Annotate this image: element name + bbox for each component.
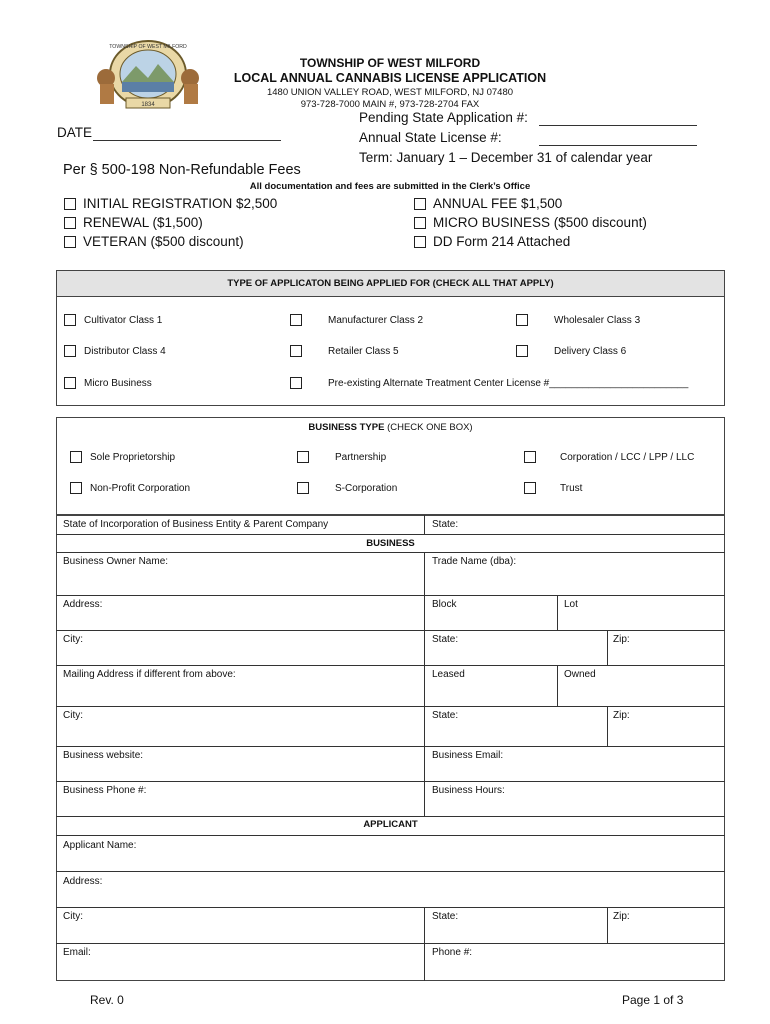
checkbox[interactable] [64,198,76,210]
checkbox[interactable] [64,314,76,326]
mailing-city-label: City: [63,710,83,721]
fee-annual[interactable]: ANNUAL FEE $1,500 [414,196,562,211]
business-type-heading: BUSINESS TYPE (CHECK ONE BOX) [308,422,473,433]
bt-partnership[interactable]: Partnership [297,451,386,463]
incorporation-state-label: State: [432,519,459,530]
applicant-city-label: City: [63,911,83,922]
header-phones: 973-728-7000 MAIN #, 973-728-2704 FAX [300,99,480,110]
business-phone-label: Business Phone #: [63,785,147,796]
lot-label: Lot [564,599,578,610]
mailing-address-label: Mailing Address if different from above: [63,669,236,680]
fee-veteran[interactable]: VETERAN ($500 discount) [64,234,244,249]
mailing-zip-label: Zip: [613,710,630,721]
business-heading: BUSINESS [366,538,415,549]
header-subtitle: LOCAL ANNUAL CANNABIS LICENSE APPLICATION [233,71,547,85]
annual-license-field[interactable] [539,145,697,146]
business-owner-label: Business Owner Name: [63,556,169,567]
checkbox[interactable] [290,314,302,326]
checkbox[interactable] [290,377,302,389]
bt-trust[interactable]: Trust [524,482,582,494]
checkbox[interactable] [414,198,426,210]
checkbox[interactable] [524,451,536,463]
seal-year: 1834 [141,102,155,108]
leased-label: Leased [432,669,465,680]
bt-corporation[interactable]: Corporation / LCC / LPP / LLC [524,451,694,463]
header-address: 1480 UNION VALLEY ROAD, WEST MILFORD, NJ 07480 [266,87,514,98]
pending-state-field[interactable] [539,125,697,126]
annual-license-label: Annual State License #: [359,130,502,145]
checkbox[interactable] [70,482,82,494]
mailing-state-label: State: [432,710,459,721]
business-address-label: Address: [63,599,103,610]
option-manufacturer[interactable]: Manufacturer Class 2 [290,314,423,326]
checkbox[interactable] [516,345,528,357]
applicant-heading: APPLICANT [363,819,418,830]
option-pre-existing-atc[interactable]: Pre-existing Alternate Treatment Center License #_________________________ [290,377,688,389]
checkbox[interactable] [290,345,302,357]
checkbox[interactable] [297,482,309,494]
business-state-label: State: [432,634,459,645]
township-seal [92,38,204,110]
business-email-label: Business Email: [432,750,504,761]
checkbox[interactable] [414,236,426,248]
business-city-label: City: [63,634,83,645]
business-website-label: Business website: [63,750,144,761]
bt-non-profit[interactable]: Non-Profit Corporation [70,482,190,494]
option-micro-business[interactable]: Micro Business [64,377,152,389]
option-delivery[interactable]: Delivery Class 6 [516,345,626,357]
seal-arc-text: TOWNSHIP OF WEST MILFORD [109,44,187,50]
checkbox[interactable] [64,236,76,248]
pending-state-label: Pending State Application #: [359,110,528,125]
fees-heading: Per § 500-198 Non-Refundable Fees [63,162,301,178]
applicant-phone-label: Phone #: [432,947,473,958]
applicant-state-label: State: [432,911,459,922]
fee-dd-form-214[interactable]: DD Form 214 Attached [414,234,570,249]
checkbox[interactable] [524,482,536,494]
option-distributor[interactable]: Distributor Class 4 [64,345,166,357]
bt-s-corporation[interactable]: S-Corporation [297,482,397,494]
date-label: DATE [57,125,93,140]
term-text: Term: January 1 – December 31 of calendar year [359,150,653,165]
checkbox[interactable] [64,217,76,229]
applicant-name-label: Applicant Name: [63,840,137,851]
header-title: TOWNSHIP OF WEST MILFORD [299,56,481,70]
business-hours-label: Business Hours: [432,785,505,796]
option-retailer[interactable]: Retailer Class 5 [290,345,399,357]
applicant-zip-label: Zip: [613,911,630,922]
trade-name-label: Trade Name (dba): [432,556,517,567]
option-cultivator[interactable]: Cultivator Class 1 [64,314,162,326]
checkbox[interactable] [516,314,528,326]
footer-revision: Rev. 0 [90,993,124,1007]
block-label: Block [432,599,457,610]
footer-page-number: Page 1 of 3 [622,993,684,1007]
bt-sole-proprietorship[interactable]: Sole Proprietorship [70,451,175,463]
owned-label: Owned [564,669,596,680]
checkbox[interactable] [70,451,82,463]
fee-initial-registration[interactable]: INITIAL REGISTRATION $2,500 [64,196,277,211]
checkbox[interactable] [64,345,76,357]
checkbox[interactable] [64,377,76,389]
applicant-address-label: Address: [63,876,103,887]
fee-renewal[interactable]: RENEWAL ($1,500) [64,215,203,230]
fee-micro-business[interactable]: MICRO BUSINESS ($500 discount) [414,215,647,230]
checkbox[interactable] [297,451,309,463]
fees-note: All documentation and fees are submitted in the Clerk’s Office [249,181,531,192]
applicant-email-label: Email: [63,947,91,958]
option-wholesaler[interactable]: Wholesaler Class 3 [516,314,640,326]
date-field[interactable] [93,140,281,141]
checkbox[interactable] [414,217,426,229]
business-zip-label: Zip: [613,634,630,645]
incorporation-label: State of Incorporation of Business Entity & Parent Company [63,519,329,530]
application-type-heading: TYPE OF APPLICATON BEING APPLIED FOR (CHECK ALL THAT APPLY) [227,278,554,289]
